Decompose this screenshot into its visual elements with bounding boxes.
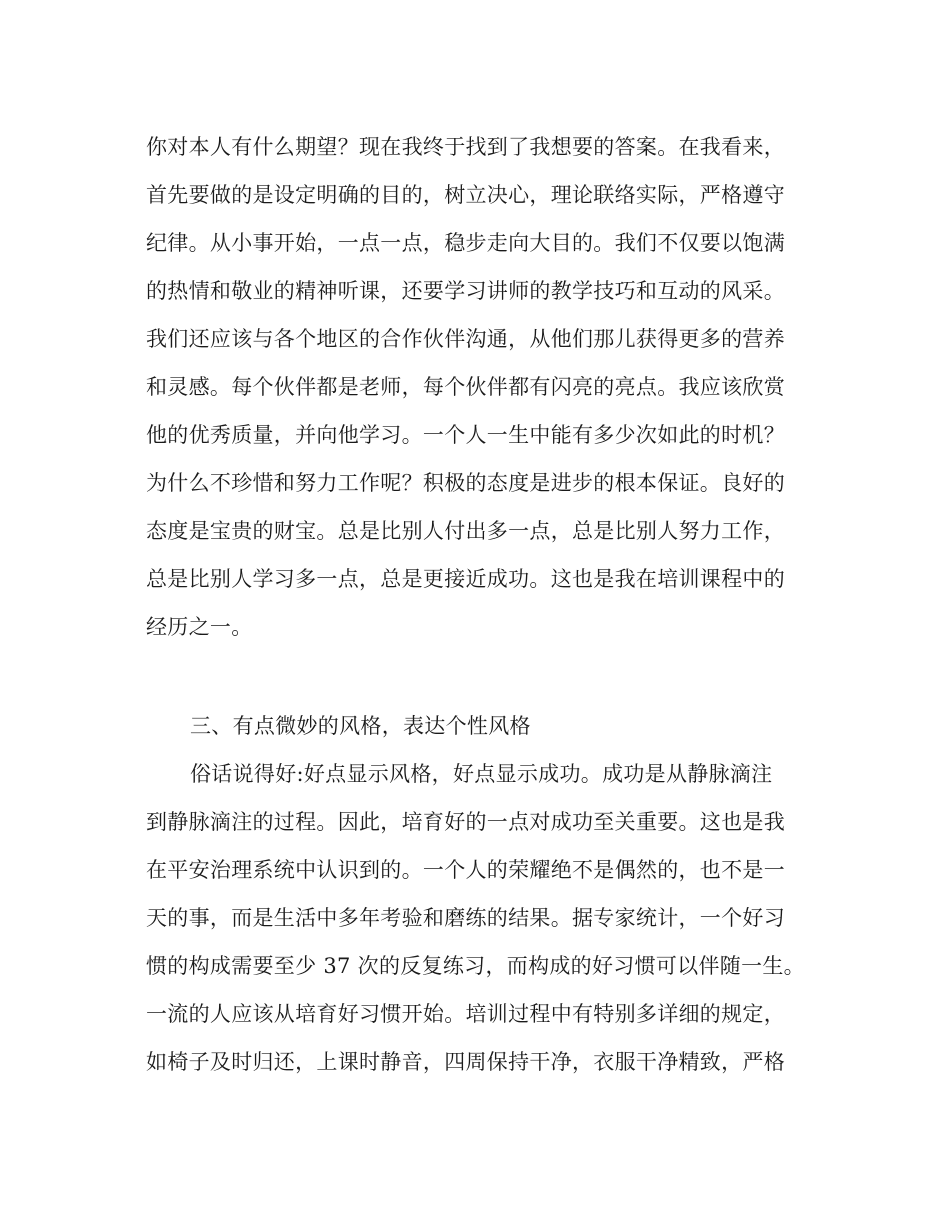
paragraph-1-line-5: 我们还应该与各个地区的合作伙伴沟通，从他们那儿获得更多的营养	[146, 327, 785, 351]
paragraph-1-line-3: 纪律。从小事开始，一点一点，稳步走向大目的。我们不仅要以饱满	[146, 231, 785, 255]
paragraph-2-line-2: 到静脉滴注的过程。因此，培育好的一点对成功至关重要。这也是我	[146, 810, 785, 834]
paragraph-1-line-1: 你对本人有什么期望？现在我终于找到了我想要的答案。在我看来，	[146, 135, 785, 159]
paragraph-2-line-6: 一流的人应该从培育好习惯开始。培训过程中有特别多详细的规定，	[146, 1002, 785, 1026]
paragraph-2-line-7: 如椅子及时归还，上课时静音，四周保持干净，衣服干净精致，严格	[146, 1050, 785, 1074]
paragraph-1-line-4: 的热情和敬业的精神听课，还要学习讲师的教学技巧和互动的风采。	[146, 279, 785, 303]
paragraph-1-line-7: 他的优秀质量，并向他学习。一个人一生中能有多少次如此的时机？	[146, 423, 785, 447]
paragraph-1-line-8: 为什么不珍惜和努力工作呢？积极的态度是进步的根本保证。良好的	[146, 471, 785, 495]
section-heading: 三、有点微妙的风格，表达个性风格	[190, 714, 531, 738]
paragraph-1-line-9: 态度是宝贵的财宝。总是比别人付出多一点，总是比别人努力工作，	[146, 519, 785, 543]
paragraph-2-line-1: 俗话说得好:好点显示风格，好点显示成功。成功是从静脉滴注	[190, 762, 773, 786]
paragraph-1-line-6: 和灵感。每个伙伴都是老师，每个伙伴都有闪亮的亮点。我应该欣赏	[146, 375, 785, 399]
paragraph-2-line-4: 天的事，而是生活中多年考验和磨练的结果。据专家统计，一个好习	[146, 906, 785, 930]
paragraph-2-line-3: 在平安治理系统中认识到的。一个人的荣耀绝不是偶然的，也不是一	[146, 858, 785, 882]
paragraph-2-line-5: 惯的构成需要至少 37 次的反复练习，而构成的好习惯可以伴随一生。	[146, 954, 805, 978]
paragraph-1-line-11: 经历之一。	[146, 615, 253, 639]
paragraph-1-line-2: 首先要做的是设定明确的目的，树立决心，理论联络实际，严格遵守	[146, 183, 785, 207]
paragraph-1-line-10: 总是比别人学习多一点，总是更接近成功。这也是我在培训课程中的	[146, 567, 785, 591]
